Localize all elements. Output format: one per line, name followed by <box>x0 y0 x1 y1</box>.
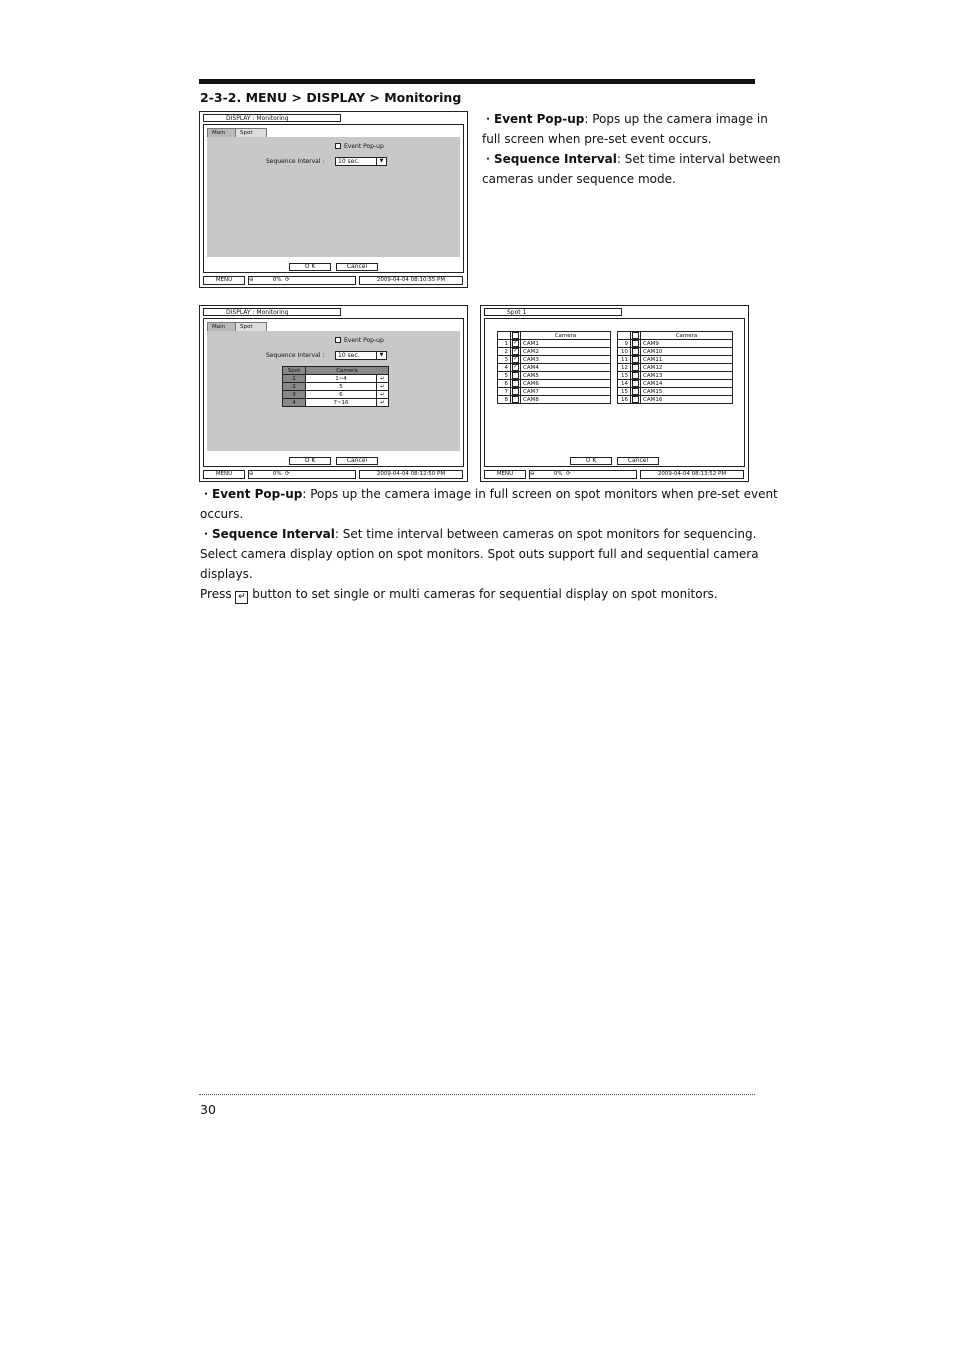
top-rule <box>199 79 755 84</box>
camera-checkbox[interactable] <box>632 348 639 355</box>
camera-header: Camera <box>641 332 733 340</box>
camera-checkbox[interactable] <box>632 380 639 387</box>
camera-checkbox[interactable] <box>512 388 519 395</box>
ok-button[interactable]: O K <box>289 263 331 271</box>
sequence-interval-label: Sequence Interval : <box>266 352 325 359</box>
bullet-sequence-interval-spot: ・Sequence Interval: Set time interval between cameras on spot monitors for sequencing. <box>200 527 757 541</box>
menu-button[interactable]: MENU <box>484 470 526 479</box>
enter-icon[interactable]: ↵ <box>377 375 389 383</box>
table-row: 13 CAM13 <box>618 372 733 380</box>
enter-icon[interactable]: ↵ <box>377 383 389 391</box>
desc-sequence-interval: : Set time interval between cameras on spot monitors for sequencing. <box>334 527 757 541</box>
window-title: DISPLAY : Monitoring <box>203 308 341 316</box>
tab-spot[interactable]: Spot <box>235 322 267 332</box>
table-row: 1 ✓ CAM1 <box>498 340 611 348</box>
screenshot-monitoring-main <box>199 111 468 288</box>
table-row: 7 CAM7 <box>498 388 611 396</box>
enter-button-paragraph: Press ↵ button to set single or multi cameras for sequential display on spot monitors. <box>200 587 718 602</box>
sequence-interval-select[interactable] <box>335 351 387 360</box>
window-title: DISPLAY : Monitoring <box>203 114 341 122</box>
hdd-status <box>248 276 356 285</box>
menu-button[interactable]: MENU <box>203 470 245 479</box>
camera-checkbox[interactable]: ✓ <box>513 364 518 370</box>
table-row: 9 CAM9 <box>618 340 733 348</box>
table-row: 14 CAM14 <box>618 380 733 388</box>
section-heading: 2-3-2. MENU > DISPLAY > Monitoring <box>200 90 462 105</box>
ok-button[interactable]: O K <box>289 457 331 465</box>
ok-button[interactable]: O K <box>570 457 612 465</box>
camera-checkbox[interactable] <box>512 372 519 379</box>
hdd-icon: ⊖ <box>249 277 254 283</box>
enter-icon[interactable]: ↵ <box>377 399 389 407</box>
refresh-icon: ⟳ <box>285 471 290 477</box>
chevron-down-icon: ▼ <box>376 352 386 359</box>
hdd-status <box>248 470 356 479</box>
dialog-frame <box>484 318 745 467</box>
hdd-icon: ⊖ <box>249 471 254 477</box>
screenshot-spot1 <box>480 305 749 482</box>
sequence-interval-value: 10 sec. <box>338 158 360 165</box>
bottom-description <box>200 484 780 604</box>
chevron-down-icon: ▼ <box>376 158 386 165</box>
camera-checkbox[interactable] <box>512 396 519 403</box>
spot-display-paragraph: Select camera display option on spot monitors. Spot outs support full and sequential camera displays. <box>200 547 759 581</box>
table-row: 10 CAM10 <box>618 348 733 356</box>
refresh-icon: ⟳ <box>285 277 290 283</box>
table-row: 12 CAM12 <box>618 364 733 372</box>
sequence-interval-label: Sequence Interval : <box>266 158 325 165</box>
table-row: 5 CAM5 <box>498 372 611 380</box>
table-row: 1 1~4 ↵ <box>283 375 389 383</box>
bullet-event-popup: ・Event Pop-up: Pops up the camera image in full screen when pre-set event occurs. <box>482 112 768 146</box>
camera-checkbox[interactable] <box>632 396 639 403</box>
camera-checkbox[interactable]: ✓ <box>513 340 518 346</box>
term-event-popup: Event Pop-up <box>494 112 585 126</box>
event-popup-checkbox[interactable] <box>335 337 341 343</box>
select-all-checkbox[interactable] <box>512 332 519 339</box>
desc-sequence-interval: : Set time interval between cameras under sequence mode. <box>482 152 781 186</box>
menu-button[interactable]: MENU <box>203 276 245 285</box>
spot-table <box>282 366 389 407</box>
event-popup-checkbox[interactable] <box>335 143 341 149</box>
datetime: 2009-04-04 08:13:52 PM <box>640 470 744 479</box>
camera-table-right <box>617 331 733 404</box>
table-row: 3 6 ↵ <box>283 391 389 399</box>
enter-icon: ↵ <box>235 591 248 604</box>
tab-spot[interactable]: Spot <box>235 128 267 138</box>
camera-checkbox[interactable] <box>632 340 639 347</box>
hdd-status <box>529 470 637 479</box>
camera-checkbox[interactable] <box>632 388 639 395</box>
datetime: 2009-04-04 08:12:50 PM <box>359 470 463 479</box>
spot-header: Spot <box>283 367 306 375</box>
hdd-percent: 0% <box>272 277 282 283</box>
right-description <box>482 109 782 189</box>
event-popup-label: Event Pop-up <box>344 337 384 344</box>
dialog-frame <box>203 318 464 467</box>
table-row: 4 ✓ CAM4 <box>498 364 611 372</box>
camera-checkbox[interactable] <box>632 372 639 379</box>
dialog-frame <box>203 124 464 273</box>
status-bar <box>484 470 745 479</box>
settings-panel <box>207 331 460 451</box>
table-row: 4 7~16 ↵ <box>283 399 389 407</box>
table-row: 16 CAM16 <box>618 396 733 404</box>
screenshot-monitoring-spot <box>199 305 468 482</box>
footer-rule <box>199 1094 755 1095</box>
camera-checkbox[interactable] <box>632 356 639 363</box>
hdd-icon: ⊖ <box>530 471 535 477</box>
settings-panel <box>207 137 460 257</box>
cancel-button[interactable]: Cancel <box>617 457 659 465</box>
cancel-button[interactable]: Cancel <box>336 457 378 465</box>
bullet-sequence-interval: ・Sequence Interval: Set time interval between cameras under sequence mode. <box>482 152 781 186</box>
refresh-icon: ⟳ <box>566 471 571 477</box>
term-event-popup: Event Pop-up <box>212 487 303 501</box>
status-bar <box>203 276 464 285</box>
tab-main[interactable]: Main <box>207 128 241 138</box>
hdd-percent: 0% <box>553 471 563 477</box>
table-row: 6 CAM6 <box>498 380 611 388</box>
term-sequence-interval: Sequence Interval <box>212 527 335 541</box>
camera-checkbox[interactable] <box>632 364 639 371</box>
camera-checkbox[interactable]: ✓ <box>513 356 518 362</box>
camera-header: Camera <box>306 367 389 375</box>
tab-main[interactable]: Main <box>207 322 241 332</box>
camera-checkbox[interactable]: ✓ <box>513 348 518 354</box>
table-row: 11 CAM11 <box>618 356 733 364</box>
window-title: Spot 1 <box>484 308 622 316</box>
camera-header: Camera <box>521 332 611 340</box>
status-bar <box>203 470 464 479</box>
event-popup-label: Event Pop-up <box>344 143 384 150</box>
page-number: 30 <box>200 1102 216 1117</box>
table-row: 15 CAM15 <box>618 388 733 396</box>
desc-event-popup: : Pops up the camera image in full screen when pre-set event occurs. <box>482 112 768 146</box>
camera-checkbox[interactable] <box>512 380 519 387</box>
cancel-button[interactable]: Cancel <box>336 263 378 271</box>
table-row: 2 5 ↵ <box>283 383 389 391</box>
table-row: 2 ✓ CAM2 <box>498 348 611 356</box>
camera-table-left <box>497 331 611 404</box>
sequence-interval-value: 10 sec. <box>338 352 360 359</box>
sequence-interval-select[interactable] <box>335 157 387 166</box>
desc-event-popup: : Pops up the camera image in full screen on spot monitors when pre-set event occurs. <box>200 487 778 521</box>
enter-icon[interactable]: ↵ <box>377 391 389 399</box>
datetime: 2009-04-04 08:10:55 PM <box>359 276 463 285</box>
table-row: 8 CAM8 <box>498 396 611 404</box>
hdd-percent: 0% <box>272 471 282 477</box>
select-all-checkbox[interactable] <box>632 332 639 339</box>
term-sequence-interval: Sequence Interval <box>494 152 617 166</box>
bullet-event-popup-spot: ・Event Pop-up: Pops up the camera image in full screen on spot monitors when pre-set event occurs. <box>200 487 778 521</box>
table-row: 3 ✓ CAM3 <box>498 356 611 364</box>
